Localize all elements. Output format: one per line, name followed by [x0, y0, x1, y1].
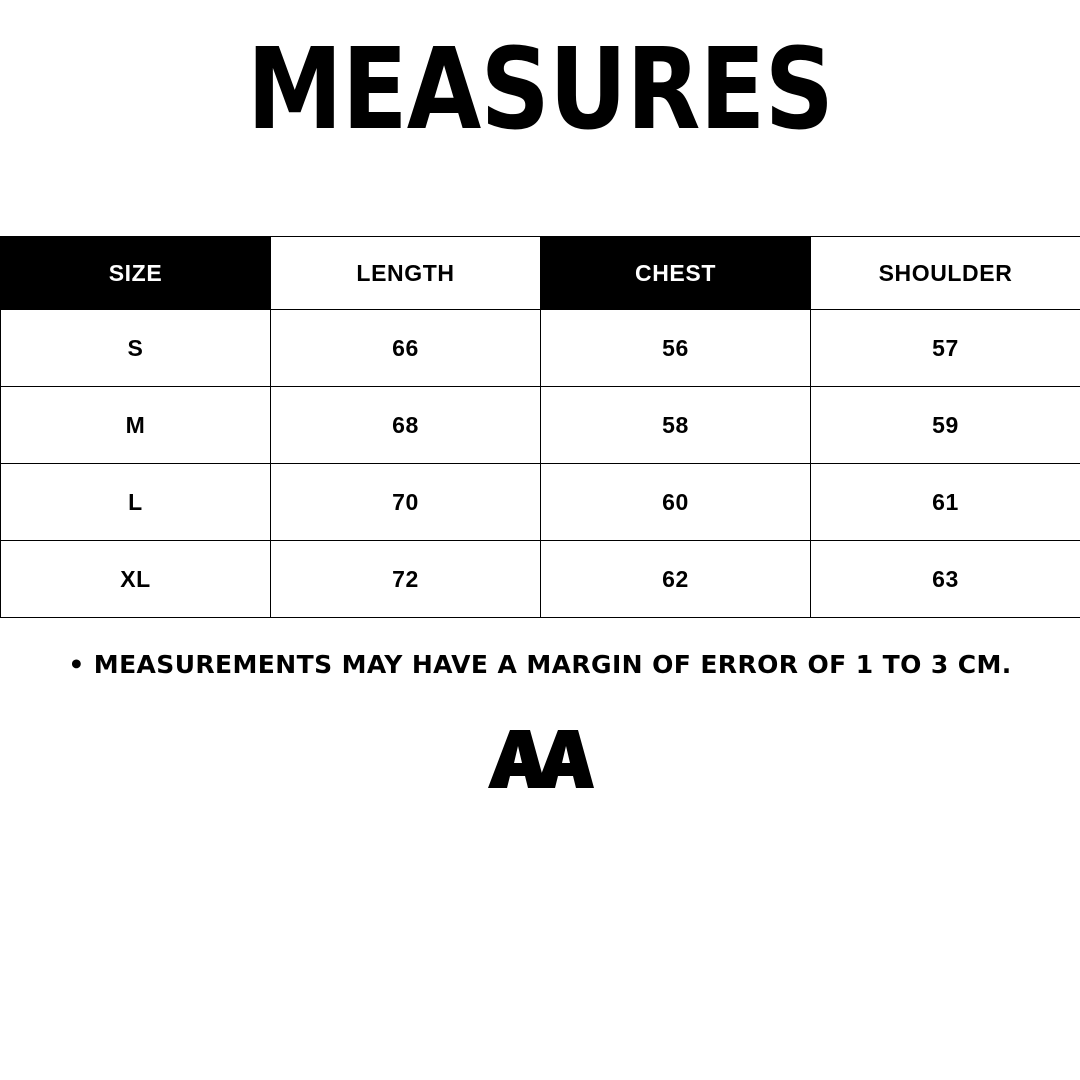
margin-of-error-note: • MEASUREMENTS MAY HAVE A MARGIN OF ERROR OF 1 TO 3 CM.	[68, 650, 1012, 679]
cell-length: 66	[271, 310, 541, 387]
measurements-table-container	[0, 236, 1080, 618]
column-header-chest: CHEST	[541, 237, 811, 310]
cell-size: XL	[1, 541, 271, 618]
cell-chest: 58	[541, 387, 811, 464]
cell-size: S	[1, 310, 271, 387]
table-row	[1, 541, 1080, 618]
column-header-length: LENGTH	[271, 237, 541, 310]
table-row	[1, 310, 1080, 387]
column-header-size: SIZE	[1, 237, 271, 310]
cell-shoulder: 57	[811, 310, 1080, 387]
cell-size: L	[1, 464, 271, 541]
cell-shoulder: 63	[811, 541, 1080, 618]
brand-logo	[0, 728, 1080, 790]
cell-chest: 62	[541, 541, 811, 618]
cell-length: 68	[271, 387, 541, 464]
cell-shoulder: 59	[811, 387, 1080, 464]
table-header-row	[1, 237, 1080, 310]
cell-shoulder: 61	[811, 464, 1080, 541]
table-row	[1, 464, 1080, 541]
cell-chest: 60	[541, 464, 811, 541]
cell-length: 72	[271, 541, 541, 618]
page-title: MEASURES	[246, 25, 834, 155]
cell-chest: 56	[541, 310, 811, 387]
table-row	[1, 387, 1080, 464]
measurements-table	[0, 236, 1080, 618]
cell-length: 70	[271, 464, 541, 541]
cell-size: M	[1, 387, 271, 464]
column-header-shoulder: SHOULDER	[811, 237, 1080, 310]
aa-logo-icon	[484, 728, 596, 790]
